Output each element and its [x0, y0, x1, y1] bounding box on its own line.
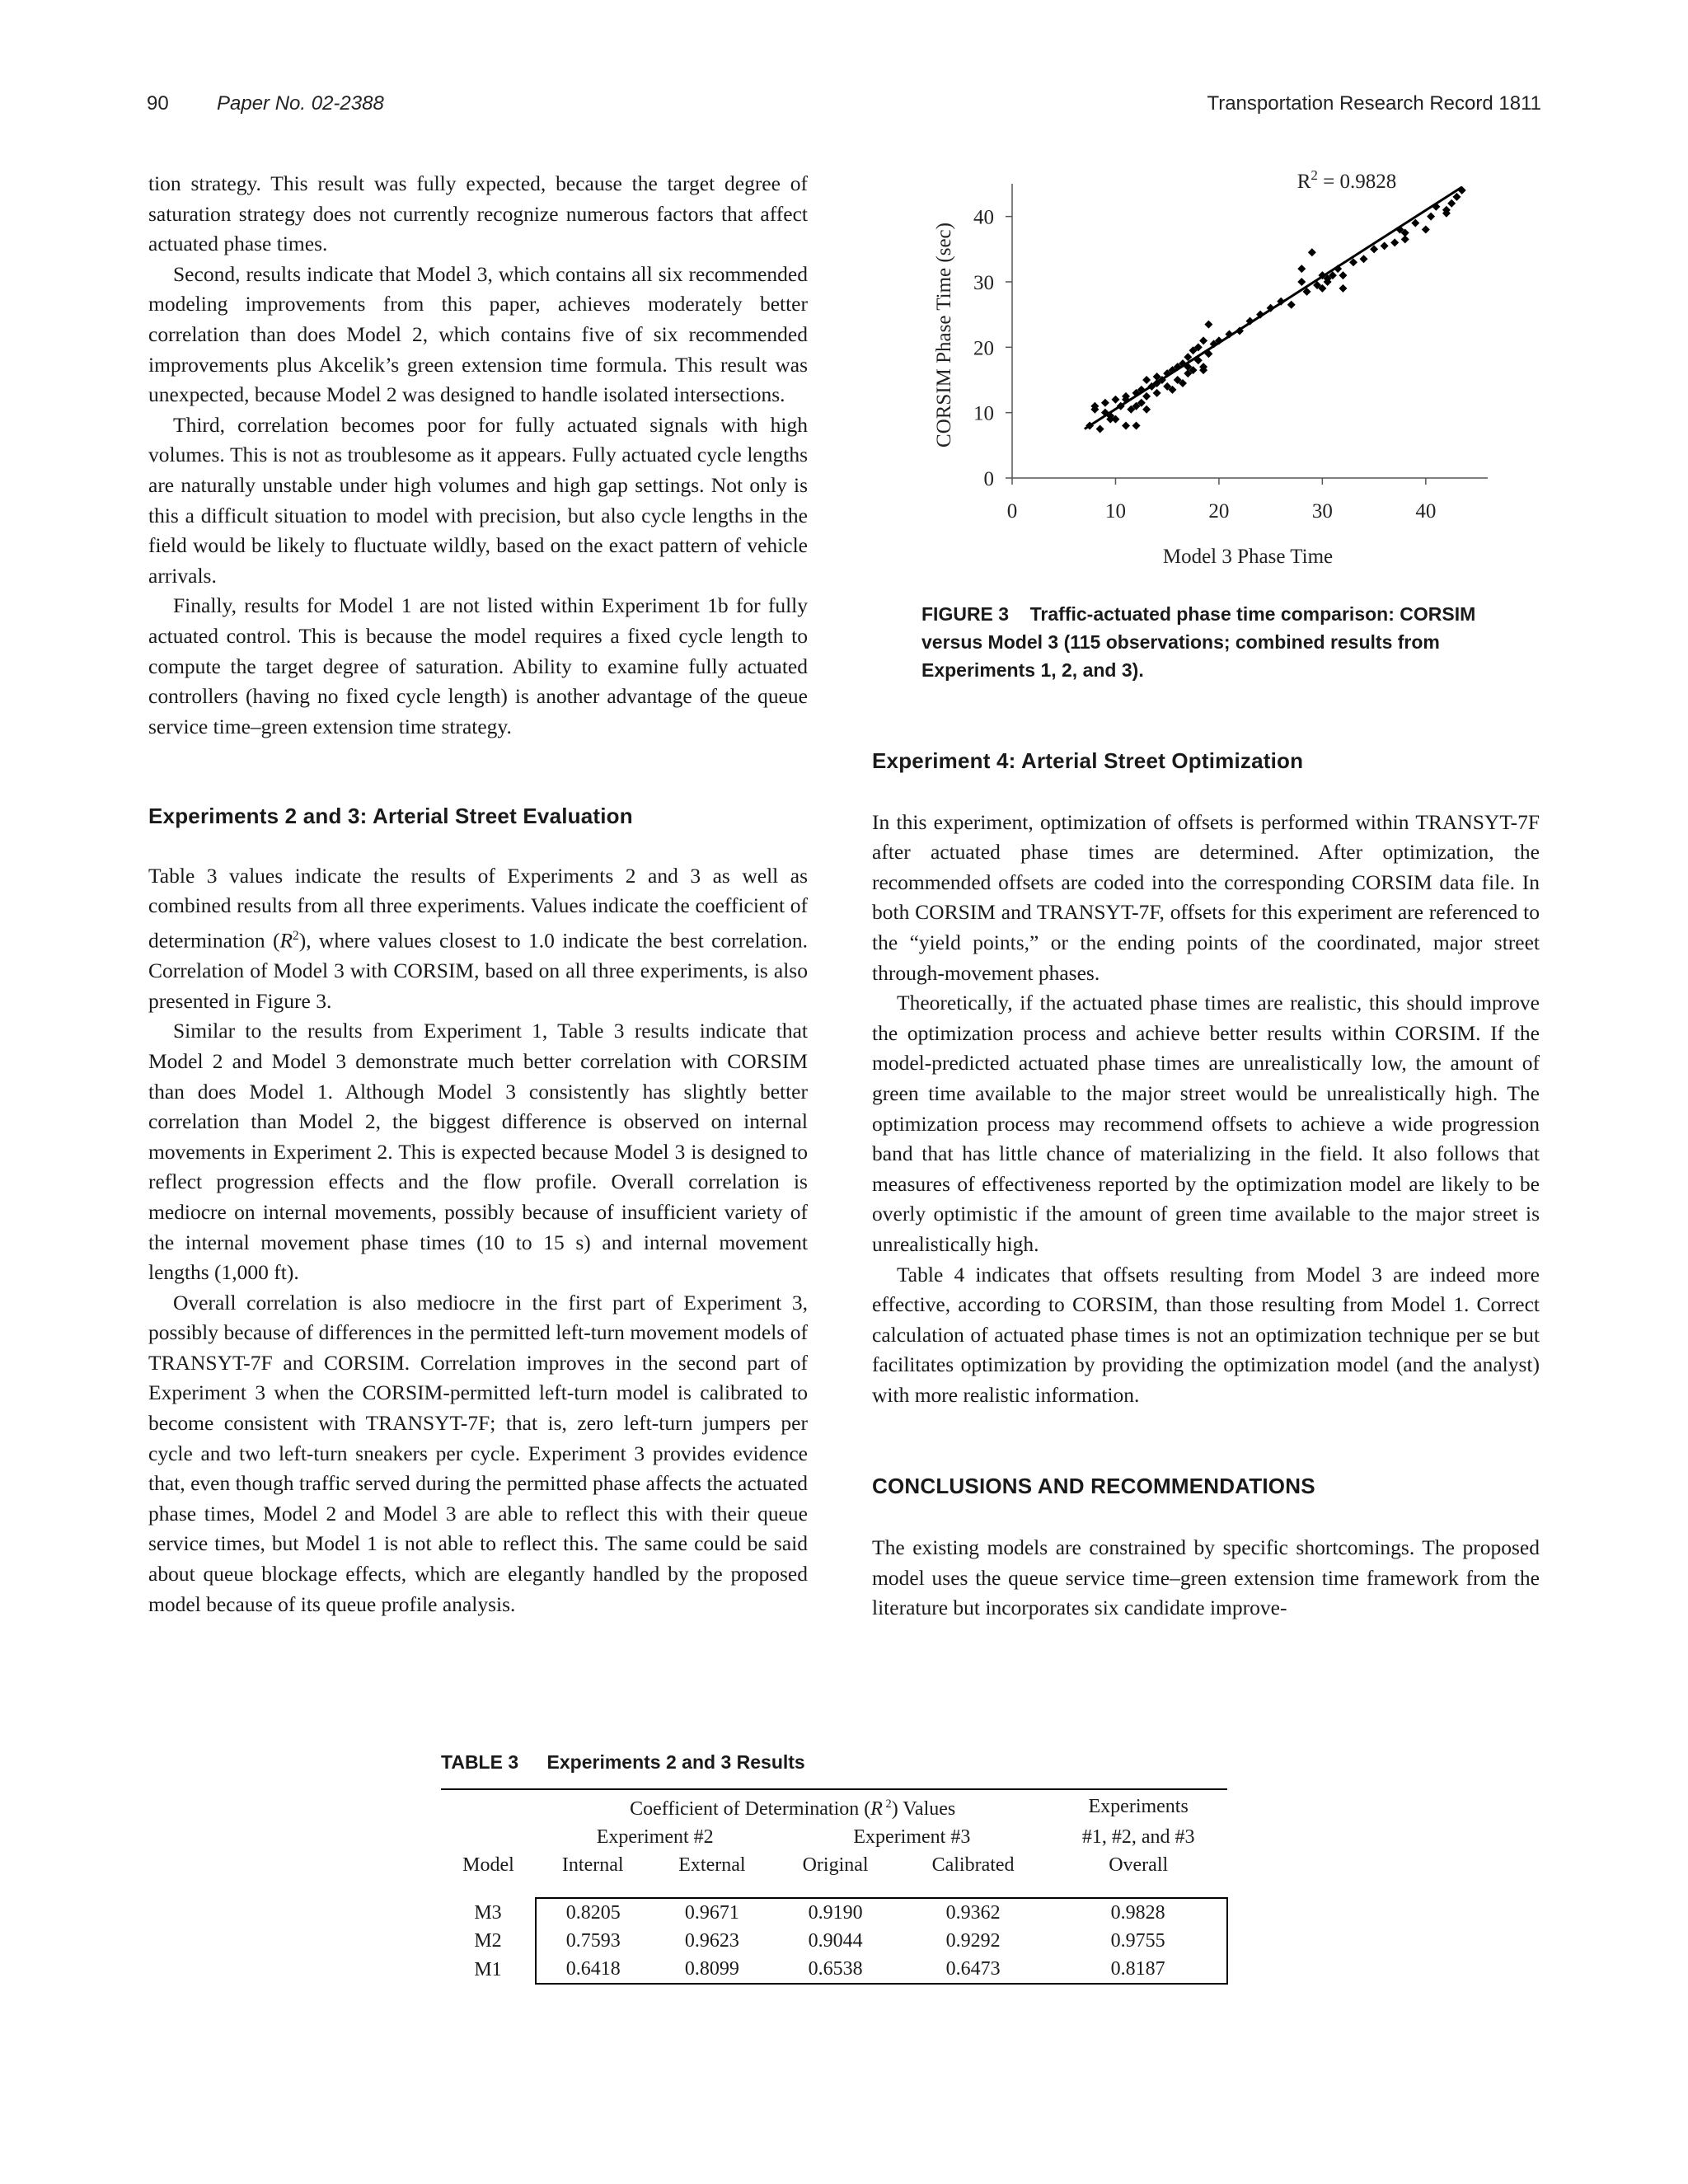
paragraph: Finally, results for Model 1 are not listed within Experiment 1b for fully actuated control. This is because the model requires a fixed cycle length to compute the target degree of saturation. Ability to examine fully actuated controllers (having no fixed cycle length) is another advantage of the queue service time–green extension time strategy.	[148, 593, 808, 738]
data-point	[1199, 336, 1207, 344]
r-squared-label: $R^2 = 0.9828$	[1296, 167, 1397, 193]
data-point	[1142, 392, 1151, 401]
data-point	[1142, 405, 1151, 414]
running-head	[147, 92, 1541, 125]
data-point	[1339, 284, 1347, 293]
column-header: Internal	[561, 1854, 624, 1876]
left-column	[148, 169, 808, 1619]
table-caption-text: Experiments 2 and 3 Results	[546, 1751, 805, 1773]
data-point	[1447, 199, 1456, 208]
table-cell: 0.8187	[1049, 1955, 1227, 1984]
paragraph: Second, results indicate that Model 3, which contains all six recommended modeling improvements from this paper, achieves moderately better correlation than does Model 2, which contains five of six recommended improvements plus Akcelik’s green extension time formula. This result was unexpected, because Model 2 was designed to handle isolated intersections.	[148, 261, 808, 407]
table-cell: 0.9190	[774, 1898, 896, 1927]
data-point	[1401, 235, 1409, 243]
column-header: External	[678, 1854, 746, 1876]
data-point	[1297, 265, 1306, 273]
table-cell: M3	[474, 1901, 502, 1924]
column-header: Model	[462, 1854, 514, 1876]
paragraph: In this experiment, optimization of offsets is performed within TRANSYT-7F after actuated phase times are determined. After optimization, the recommended offsets are coded into the corresponding CORSIM data file. In both CORSIM and TRANSYT-7F, offsets for this experiment are referenced to the “yield points,” or the ending points of the coordinated, major street through-movement phases.	[872, 809, 1540, 985]
paragraph: tion strategy. This result was fully expected, because the target degree of saturation strategy does not currently recognize numerous factors that affect actuated phase times.	[148, 171, 808, 256]
data-point	[1111, 396, 1119, 404]
data-point	[1096, 425, 1104, 434]
table-cell: 0.9755	[1049, 1927, 1227, 1955]
y-tick-label: 40	[973, 206, 994, 229]
data-point	[1142, 376, 1151, 384]
table-caption	[441, 1751, 1228, 1774]
table-cell: 0.9671	[649, 1898, 774, 1927]
x-tick-label: 10	[1104, 500, 1126, 523]
table-label: TABLE 3	[441, 1751, 519, 1773]
data-point	[1297, 278, 1306, 286]
table-cell: 0.6473	[897, 1955, 1050, 1984]
column-header: Overall	[1109, 1854, 1169, 1876]
data-point	[1101, 399, 1109, 407]
paragraph: Similar to the results from Experiment 1, Table 3 results indicate that Model 2 and Model 3 demonstrate much better correlation with CORSIM than does Model 1. Although Model 3 consistently has slightly better correlation than Model 2, the biggest difference is observed on internal movements in Experiment 2. This is expected because Model 3 is designed to reflect progression effects and the flow profile. Overall correlation is mediocre on internal movements, possibly because of insufficient variety of the internal movement phase times (10 to 15 s) and internal movement lengths (1,000 ft).	[148, 1019, 808, 1285]
figure-caption-text: Traffic-actuated phase time comparison: CORSIM versus Model 3 (115 observations; combined results from Experiments 1, 2, and 3).	[921, 603, 1476, 681]
column-header: Calibrated	[931, 1854, 1015, 1876]
y-tick-label: 30	[973, 272, 994, 294]
x-axis-label: Model 3 Phase Time	[1162, 546, 1334, 568]
exp3-header: Experiment #3	[853, 1826, 971, 1848]
data-point	[1308, 248, 1316, 256]
y-tick-label: 20	[973, 337, 994, 360]
column-header: Original	[802, 1854, 869, 1876]
table-cell: 0.9044	[808, 1930, 863, 1952]
table-cell: 0.6418	[536, 1955, 649, 1984]
table-cell: 0.9292	[945, 1930, 1001, 1952]
paragraph: Table 3 values indicate the results of Experiments 2 and 3 as well as combined results from all three experiments. Values indicate the coefficient of determination $(R^2)$, where values closest to 1.0 indicate the best correlation. Correlation of Model 3 with CORSIM, based on all three experiments, is also presented in Figure 3.	[148, 863, 808, 1013]
chart-points	[1085, 186, 1466, 434]
table-cell: 0.8099	[649, 1955, 774, 1984]
x-tick-label: 30	[1311, 500, 1333, 523]
scatter-chart	[898, 161, 1574, 598]
data-point	[1390, 238, 1399, 246]
y-tick-label: 10	[973, 402, 994, 425]
paragraph: Theoretically, if the actuated phase times are realistic, this should improve the optimization process and achieve better results within CORSIM. If the model-predicted actuated phase times are unrealistically low, the amount of green time available to the major street would be unrealistically high. The optimization process may recommend offsets to achieve a wide progression band that has little chance of materializing in the field. It also follows that measures of effectiveness reported by the optimization model are likely to be overly optimistic if the amount of green time available to the major street is unrealistically high.	[872, 991, 1540, 1256]
paragraph: The existing models are constrained by specific shortcomings. The proposed model uses the queue service time–green extension time framework from the literature but incorporates six candidate improve-	[872, 1535, 1540, 1620]
data-point	[1204, 321, 1212, 329]
section-heading: CONCLUSIONS AND RECOMMENDATIONS	[872, 1474, 1315, 1499]
x-tick-label: 40	[1415, 500, 1437, 523]
y-tick-label: 0	[983, 468, 994, 490]
table-row	[441, 1955, 1227, 1984]
data-point	[1122, 422, 1130, 430]
data-point	[1339, 271, 1347, 279]
section-heading: Experiment 4: Arterial Street Optimization	[872, 748, 1304, 773]
x-tick-label: 20	[1208, 500, 1230, 523]
experiments-header: Experiments	[1049, 1789, 1227, 1823]
paper-number: Paper No. 02-2388	[217, 92, 384, 115]
page-number: 90	[147, 92, 169, 115]
coef-header: Coefficient of Determination (R $^2$) Values	[536, 1789, 1049, 1823]
table-row	[441, 1927, 1227, 1955]
figure-caption	[921, 600, 1515, 684]
x-tick-label: 0	[1006, 500, 1018, 523]
chart-axes	[1006, 184, 1488, 485]
data-point	[1153, 389, 1161, 397]
paragraph: Table 4 indicates that offsets resulting from Model 3 are indeed more effective, according to CORSIM, than those resulting from Model 1. Correct calculation of actuated phase times is not an optimization technique per se but facilitates optimization by providing the optimization model (and the analyst) with more realistic information.	[872, 1262, 1540, 1407]
section-heading: Experiments 2 and 3: Arterial Street Evaluation	[148, 804, 633, 829]
figure-label: FIGURE 3	[921, 603, 1010, 625]
paragraph: Overall correlation is also mediocre in the first part of Experiment 3, possibly because of differences in the permitted left-turn movement models of TRANSYT-7F and CORSIM. Correlation improves in the second part of Experiment 3 when the CORSIM-permitted left-turn model is calibrated to become consistent with TRANSYT-7F; that is, zero left-turn jumpers per cycle and two left-turn sneakers per cycle. Experiment 3 provides evidence that, even though traffic served during the permitted phase affects the actuated phase times, Model 2 and Model 3 are able to reflect this with their queue service times, but Model 1 is not able to reflect this. The same could be said about queue blockage effects, which are elegantly handled by the proposed model because of its queue profile analysis.	[148, 1290, 808, 1616]
table-cell: 0.9623	[684, 1930, 739, 1952]
table-cell: M2	[474, 1930, 502, 1952]
table-cell: M1	[474, 1958, 502, 1980]
table-cell: 0.9362	[897, 1898, 1050, 1927]
paragraph: Third, correlation becomes poor for fully actuated signals with high volumes. This is not as troublesome as it appears. Fully actuated cycle lengths are naturally unstable under high volumes and high gap settings. Not only is this a difficult situation to model with precision, but also cycle lengths in the field would be likely to fluctuate wildly, based on the exact pattern of vehicle arrivals.	[148, 412, 808, 588]
data-point	[1381, 241, 1389, 250]
table-3	[441, 1751, 1228, 1985]
data-point	[1422, 226, 1430, 234]
exp2-header: Experiment #2	[596, 1826, 714, 1848]
results-table	[441, 1788, 1228, 1985]
data-point	[1287, 301, 1296, 309]
data-point	[1432, 203, 1440, 211]
right-column	[872, 746, 1540, 1624]
y-axis-label: CORSIM Phase Time (sec)	[933, 223, 955, 448]
data-point	[1360, 255, 1368, 263]
table-row	[441, 1898, 1227, 1927]
data-point	[1132, 422, 1141, 430]
table-cell: 0.7593	[536, 1927, 649, 1955]
data-point	[1427, 213, 1435, 221]
table-cell: 0.8205	[536, 1898, 649, 1927]
experiments-header-line2: #1, #2, and #3	[1081, 1826, 1195, 1848]
table-cell: 0.9828	[1049, 1898, 1227, 1927]
table-cell: 0.6538	[774, 1955, 896, 1984]
data-point	[1452, 193, 1461, 201]
journal-title: Transportation Research Record 1811	[1207, 92, 1541, 115]
